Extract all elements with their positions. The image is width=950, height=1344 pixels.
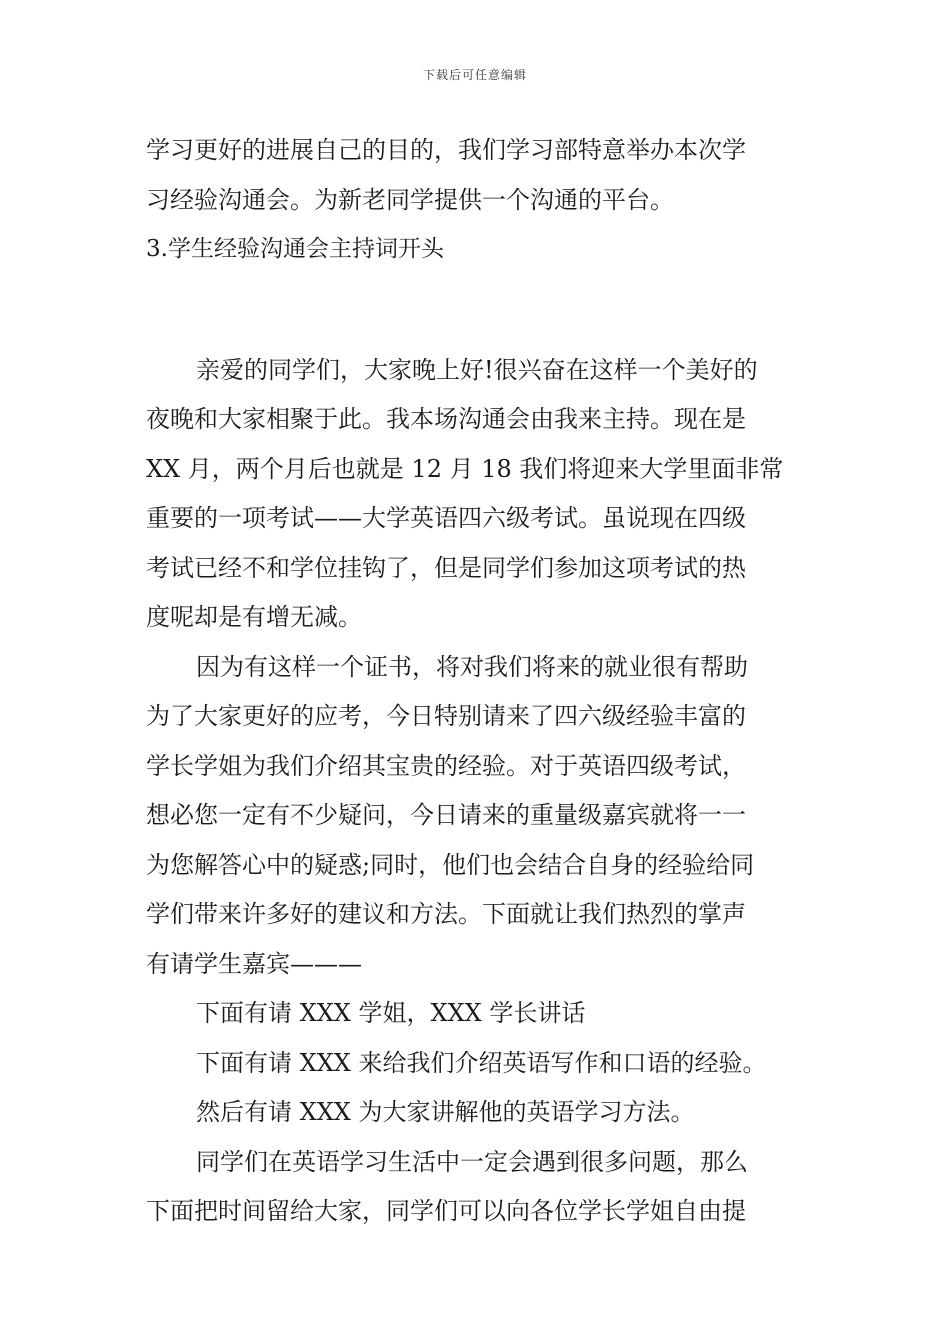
paragraph-line: 为您解答心中的疑惑;同时，他们也会结合自身的经验给同 [146, 850, 755, 879]
paragraph-line: 然后有请 XXX 为大家讲解他的英语学习方法。 [196, 1098, 695, 1126]
section-heading: 3.学生经验沟通会主持词开头 [146, 236, 444, 262]
text-line: 习经验沟通会。为新老同学提供一个沟通的平台。 [146, 185, 674, 214]
paragraph-line: 度呢却是有增无减。 [146, 603, 362, 631]
paragraph-line: 下面有请 XXX 学姐，XXX 学长讲话 [196, 999, 586, 1027]
paragraph-line: 下面有请 XXX 来给我们介绍英语写作和口语的经验。 [196, 1048, 767, 1077]
paragraph-line: 考试已经不和学位挂钩了，但是同学们参加这项考试的热 [146, 553, 746, 582]
paragraph-line: XX 月，两个月后也就是 12 月 18 我们将迎来大学里面非常 [146, 454, 784, 483]
paragraph-line: 夜晚和大家相聚于此。我本场沟通会由我来主持。现在是 [146, 405, 746, 433]
paragraph-line: 有请学生嘉宾——— [146, 949, 362, 978]
paragraph-line: 想必您一定有不少疑问，今日请来的重量级嘉宾就将一一 [146, 801, 746, 829]
page-header-note: 下载后可任意编辑 [422, 68, 527, 82]
paragraph-line: 亲爱的同学们，大家晚上好!很兴奋在这样一个美好的 [196, 355, 758, 384]
text-line: 学习更好的进展自己的目的，我们学习部特意举办本次学 [146, 136, 746, 164]
paragraph-line: 下面把时间留给大家，同学们可以向各位学长学姐自由提 [146, 1197, 746, 1225]
paragraph-line: 为了大家更好的应考，今日特别请来了四六级经验丰富的 [146, 702, 746, 730]
paragraph-line: 同学们在英语学习生活中一定会遇到很多问题，那么 [196, 1147, 748, 1176]
paragraph-line: 因为有这样一个证书，将对我们将来的就业很有帮助 [196, 652, 748, 681]
section-spacer [146, 275, 806, 346]
paragraph-line: 学们带来许多好的建议和方法。下面就让我们热烈的掌声 [146, 900, 746, 928]
paragraph-line: 重要的一项考试——大学英语四六级考试。虽说现在四级 [146, 504, 746, 532]
document-body [146, 126, 806, 1237]
paragraph-line: 学长学姐为我们介绍其宝贵的经验。对于英语四级考试， [146, 751, 746, 780]
